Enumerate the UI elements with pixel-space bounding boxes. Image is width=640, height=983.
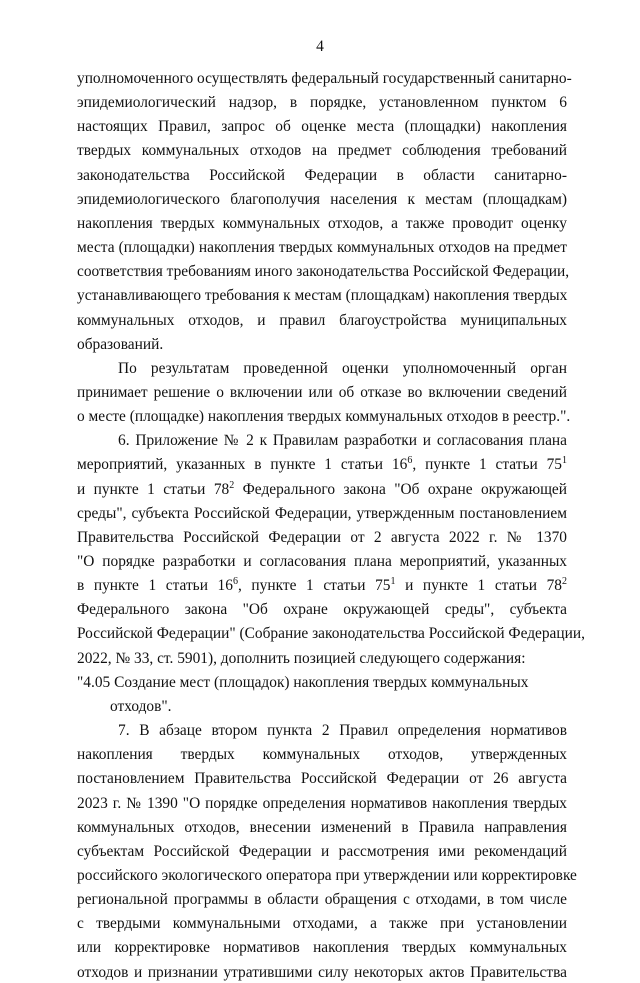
superscript: 6 (407, 455, 413, 467)
text-line: накопления твердых коммунальных отходов, а также проводит оценку (77, 214, 567, 232)
text-line: в пункте 1 статьи $16^6$, пункте 1 статьи $75^1$ и пункте 1 статьи $78^2$ (77, 576, 568, 595)
text-line: российского экологического оператора при утверждении или корректировке (77, 866, 577, 884)
text-line: "О порядке разработки и согласования плана мероприятий, указанных (77, 553, 567, 570)
text-line: коммунальных отходов, и правил благоустройства муниципальных (77, 311, 567, 329)
text-line: отходов". (110, 697, 172, 715)
text-line: субъектам Российской Федерации и рассмотрения ими рекомендаций (77, 842, 567, 860)
text-line: Правительства Российской Федерации от 2 августа 2022 г. № 1370 (77, 528, 567, 546)
text-line: "4.05 Создание мест (площадок) накопления твердых коммунальных (77, 673, 529, 691)
superscript: 1 (390, 576, 396, 588)
text-line: Российской Федерации" (Собрание законодательства Российской Федерации, (77, 625, 585, 643)
text-line: устанавливающего требования к местам (площадкам) накопления твердых (77, 287, 568, 305)
text-line: 7. В абзаце втором пункта 2 Правил определения нормативов (118, 722, 567, 739)
text-line: о месте (площадке) накопления твердых коммунальных отходов в реестр.". (77, 408, 571, 426)
page-number: 4 (316, 38, 324, 55)
text-line: принимает решение о включении или об отказе во включении сведений (77, 383, 567, 401)
text-line: уполномоченного осуществлять федеральный государственный санитарно- (77, 70, 572, 87)
text-line: отходов и признании утратившими силу некоторых актов Правительства (77, 963, 567, 981)
text-line: 2023 г. № 1390 "О порядке определения нормативов накопления твердых (77, 794, 567, 812)
text-line: мероприятий, указанных в пункте 1 статьи $16^6$, пункте 1 статьи $75^1$ (77, 455, 567, 474)
text-line: коммунальных отходов, внесении изменений в Правила направления (77, 818, 567, 836)
text-line: региональной программы в области обращения с отходами, в том числе (77, 891, 567, 909)
text-line: с твердыми коммунальными отходами, а также при установлении (77, 915, 567, 933)
text-line: По результатам проведенной оценки уполномоченный орган (118, 359, 567, 377)
text-line: эпидемиологического благополучия населения к местам (площадкам) (77, 190, 567, 208)
superscript: 2 (562, 576, 568, 588)
text-line: накопления твердых коммунальных отходов, утвержденных (77, 746, 567, 764)
superscript: 2 (229, 479, 235, 491)
superscript: 6 (232, 576, 238, 588)
text-line: законодательства Российской Федерации в области санитарно- (77, 166, 567, 184)
text-line: места (площадки) накопления твердых коммунальных отходов на предмет (77, 239, 567, 256)
text-line: образований. (77, 335, 164, 353)
text-line: 6. Приложение № 2 к Правилам разработки и согласования плана (118, 432, 567, 450)
text-line: среды", субъекта Российской Федерации, утвержденным постановлением (77, 504, 567, 522)
text-line: эпидемиологический надзор, в порядке, установленном пунктом 6 (77, 94, 567, 112)
text-line: и пункте 1 статьи $78^2$ Федерального закона "Об охране окружающей (77, 479, 567, 498)
text-line: постановлением Правительства Российской Федерации от 26 августа (77, 770, 567, 788)
text-line: соответствия требованиям иного законодательства Российской Федерации, (77, 263, 570, 281)
text-line: твердых коммунальных отходов на предмет соблюдения требований (77, 142, 567, 160)
text-line: Федерального закона "Об охране окружающей среды", субъекта (77, 601, 567, 619)
text-line: или корректировке нормативов накопления твердых коммунальных (77, 939, 567, 957)
superscript: 1 (562, 455, 567, 467)
text-line: 2022, № 33, ст. 5901), дополнить позицией следующего содержания: (77, 649, 526, 667)
text-line: настоящих Правил, запрос об оценке места (площадки) накопления (77, 118, 567, 136)
